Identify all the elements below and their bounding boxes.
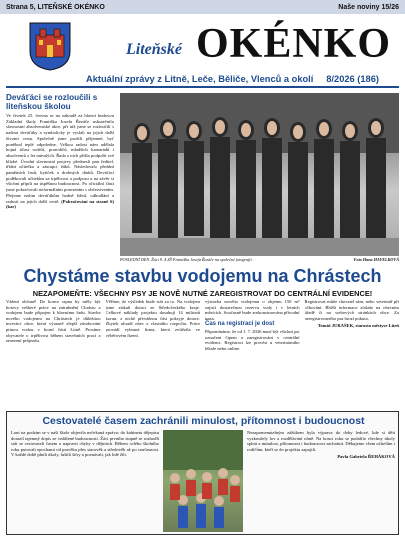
box-headline: Cestovatelé časem zachránili minulost, přítomnost i budoucnost <box>42 415 365 427</box>
class-photo <box>120 93 399 256</box>
header-rule <box>6 86 399 88</box>
page-label: Strana 5, LITEŇSKÉ OKÉNKO <box>6 3 105 11</box>
bottom-box-article <box>6 411 399 535</box>
main-col-4-author: Tomáš JURAŠEK, starosta městyse Liteň <box>317 323 399 329</box>
left-article-signature: (Pokračování na straně 6) <box>61 198 114 204</box>
town-crest-icon <box>28 21 72 71</box>
main-col-3-subhead: Čas na registraci je dost <box>205 321 275 328</box>
children-photo <box>163 430 243 532</box>
tagline-issue: 8/2026 (186) <box>326 74 379 84</box>
main-subhead: NEZAPOMEŇTE: VŠECHNY PSY JE NOVĚ NUTNÉ ZAREGISTROVAT DO CENTRÁLNÍ EVIDENCE! <box>32 289 373 298</box>
children-photo-icon <box>163 430 243 532</box>
masthead <box>6 17 399 73</box>
photo-caption: POSLEDNÍ DEN. Žáci 9. A ZŠ Františka Josefa Řezáče na společné fotografii. <box>120 257 253 262</box>
box-left-text: Loni na podzim se v naší škole objevila nečekaná zpráva: do kabinetu dějepisu dorazil tajemný dopis ze vzdálené budoucnosti. Žáci prvního stupně se rozhodli stát se cestovateli časem a napravit chyby v dějinách. Během celého školního roku putovali epochami od pravěku přes starověk a středověk až po současnost. V každé době plnili úkoly, luštili šifry a poznávali, jak lidé žili. <box>11 430 159 458</box>
main-article-columns <box>6 299 399 403</box>
main-col-3: výstavba nového vodojemu o objemu 150 m³ zajistí dostatečnou rezervu vody i v letních měsících. Současně bude zrekonstruována přívodní trasa. Čas na registraci je dost Připomínáme, že od 1. 7. 2026 musí být všichni psi označeni čipem a zaregistrováni v centrální evidenci. Registraci lze provést u veterinárního lékaře nebo online. <box>205 299 300 351</box>
masthead-tagline <box>6 74 399 84</box>
main-col-2: Věříme, že výsledek bude stát za to. Na vodojem jsme získali dotaci ze Středočeského kraje. Celkové náklady projektu dosahují 14 milionů korun, z nichž převážnou část pokryje dotace. Zbytek uhradí obec z vlastního rozpočtu. Práce provádí vybraná firma, která zvítězila ve výběrovém řízení. <box>105 299 200 338</box>
photo-caption-row <box>120 257 399 262</box>
masthead-name-big: OKÉNKO <box>196 21 392 67</box>
masthead-name-small: Liteňské <box>126 41 182 58</box>
people-photo-icon <box>120 93 399 256</box>
page-header-bar <box>0 0 405 14</box>
left-article <box>6 93 114 265</box>
box-right-author: Pavla Gabriela ŘEHÁKOVÁ <box>337 454 395 460</box>
photo-credit: Foto Hana HAVELKOVÁ <box>353 257 399 262</box>
issue-label: Naše noviny 15/26 <box>338 3 399 11</box>
main-headline: Chystáme stavbu vodojemu na Chrástech <box>23 266 382 286</box>
left-article-body: Ve čtvrtek 25. června se na zahradě za hlavní budovou Základní školy Františka Josefa Řezáče uskutečnilo slavnostní absolventské akce, při níž jsme se rozloučili s našimi deváťáky a symbolicky je vyslali na jejich další životní cestu. Společně jsme prožili příjemné, byť poněkud teplé odpoledne. Velkou radost nám udělala hojná účast rodičů, prarodičů, mladších kamarádů i absolventů z let minulých. Řada z nich přišla podpořit své blízké. Úvodní slavnostní projevy přednesli pan ředitel, třídní učitelka a zástupci žáků. Následovalo předání pamětních listů, kytiček a drobných dárků. Deváťáci poděkovali učitelům za trpělivost a podporu a na závěr si všichni připili na úspěšnou budoucnost. Po oficiální části jsme pokračovali neformálním posezením s občerstvením. Přejeme našim deváťákům hodně štěstí, odhodlání a radosti na jejich další cestě. (Pokračování na straně 6) (kar) <box>6 113 114 210</box>
box-right-text: Nezapomenutelným zážitkem byla výprava do doby ledové, kde si děti vyzkoušely lov a rozdělávání ohně. Na konci roku se podařilo všechny úkoly splnit a minulost, přítomnost i budoucnost zachránit. Děkujeme všem učitelům i rodičům, kteří se do projektu zapojili. Pavla Gabriela ŘEHÁKOVÁ <box>247 430 395 460</box>
left-article-author: (kar) <box>6 204 16 210</box>
tagline-text: Aktuální zprávy z Litně, Leče, Běliče, Vlenců a okolí <box>86 74 314 84</box>
main-col-1: Vážení občané! Do konce srpna by měly být hotovy veškeré práce na zatrubnění Chrástu a vodojem bude připojen k hlavnímu řadu. Stavba nového vodojemu na Chrástech je důležitou investicí obce, která výrazně zlepší zásobování pitnou vodou v horní části Litně. Prosíme obyvatele o trpělivost během stavebních prací a omezení průjezdu. <box>6 299 101 344</box>
main-col-4: Registrovat může chovatel sám, nebo veterinář při očkování. Bližší informace získáte na obecním úřadě či na webových stránkách obce. Za neregistrovaného psa hrozí pokuta. Tomáš JURAŠEK, starosta městyse Liteň <box>304 299 399 329</box>
left-article-title: Deváťáci se rozloučili s liteňskou školou <box>6 93 98 111</box>
